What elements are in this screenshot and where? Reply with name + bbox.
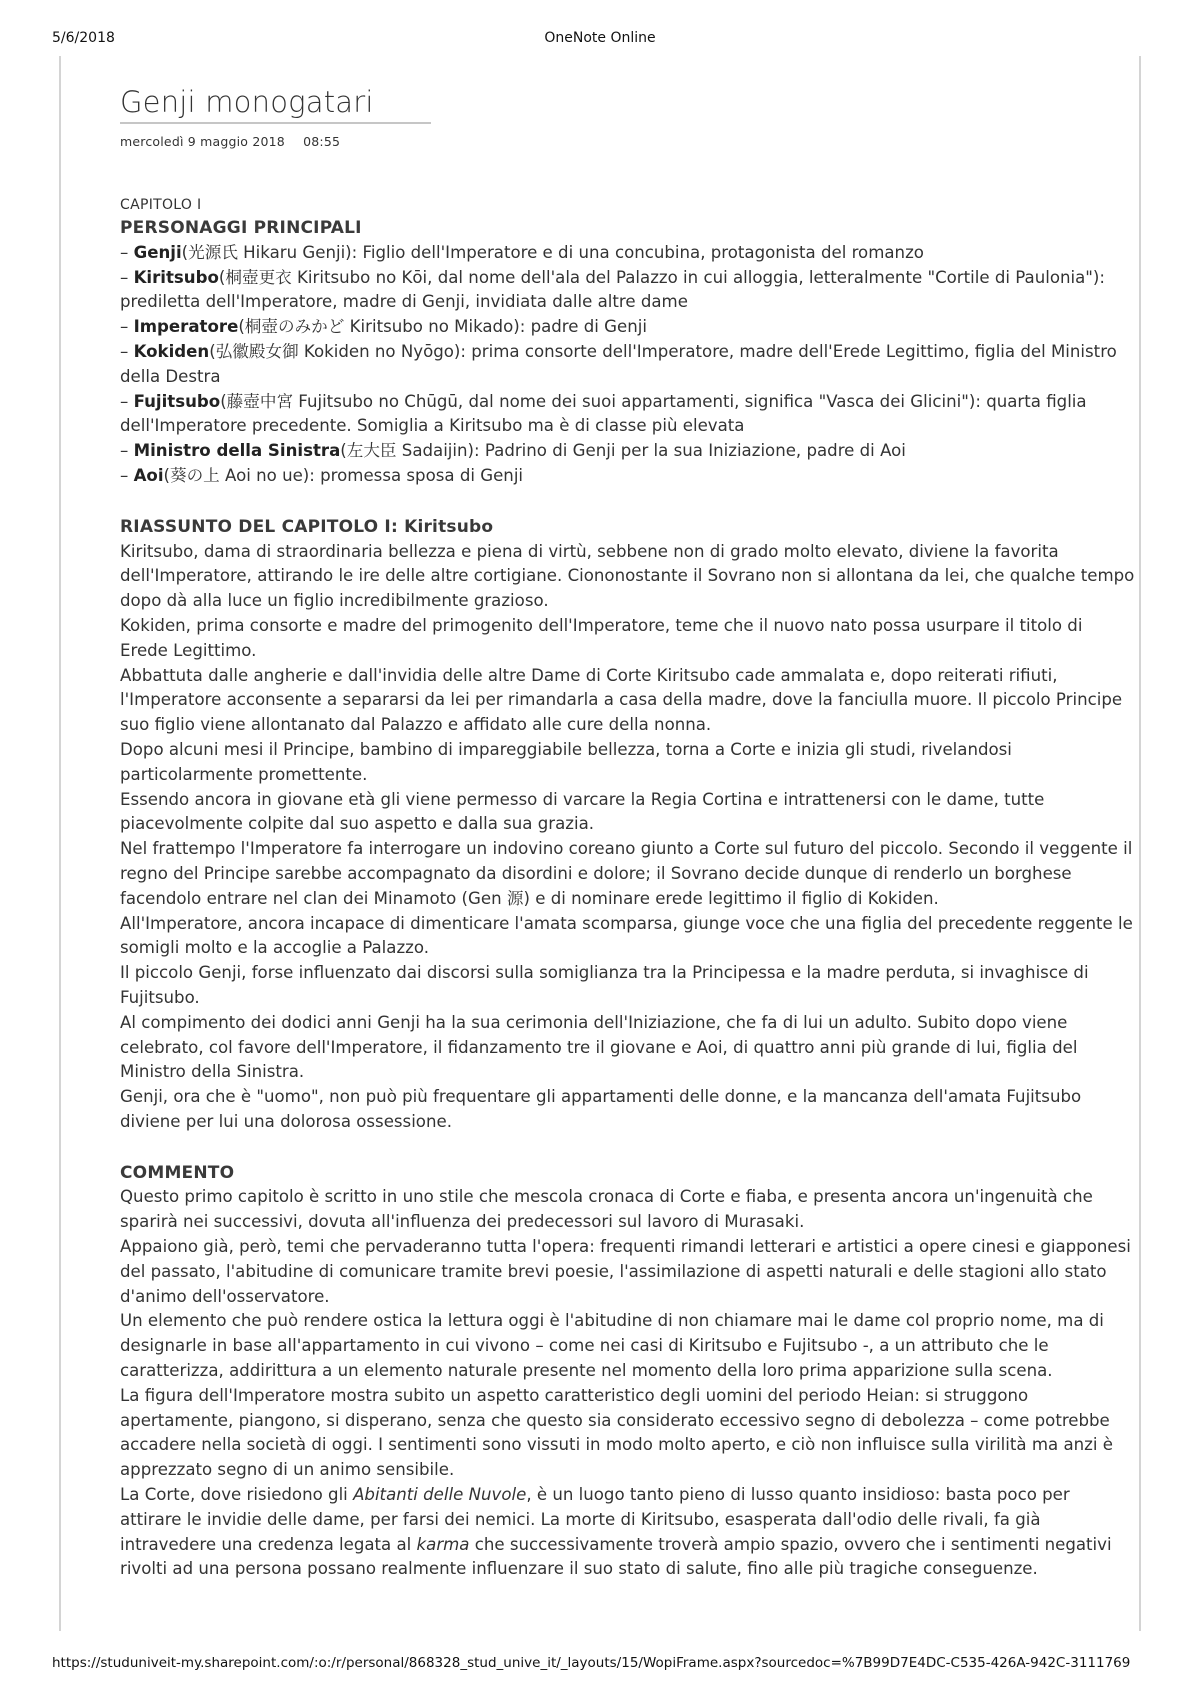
character-item: – Genji(光源氏 Hikaru Genji): Figlio dell'Imperatore e di una concubina, protagonista del romanzo [120,242,924,262]
character-name: Imperatore [133,317,239,337]
spacer [120,489,1135,515]
comment-paragraph: La figura dell'Imperatore mostra subito un aspetto caratteristico degli uomini del periodo Heian: si struggono apertamente, piangono, si disperano, senza che questo sia considerato eccessivo segno di debolezza – come potrebbe accadere nella società di oggi. I sentimenti sono vissuti in modo molto aperto, e ciò non influisce sulla virilità ma anzi è apprezzato segno di un animo sensibile. [120,1385,1113,1480]
comment-text: La Corte, dove risiedono gli [120,1485,354,1505]
character-item: – Ministro della Sinistra(左大臣 Sadaijin): Padrino di Genji per la sua Iniziazione, padre di Aoi [120,441,906,461]
page-title[interactable]: Genji monogatari [120,85,431,124]
character-name: Genji [133,242,182,262]
comment-emphasis: Abitanti delle Nuvole [353,1485,527,1505]
page-datetime [120,134,1135,149]
character-name: Ministro della Sinistra [133,441,341,461]
summary-heading: RIASSUNTO DEL CAPITOLO I: Kiritsubo [120,516,494,537]
character-name: Kokiden [133,341,210,361]
character-item: – Imperatore(桐壺のみかど Kiritsubo no Mikado): padre di Genji [120,317,647,337]
character-desc: (葵の上 Aoi no ue): promessa sposa di Genji [163,465,524,485]
summary-paragraph: Abbattuta dalle angherie e dall'invidia delle altre Dame di Corte Kiritsubo cade ammalata e, dopo reiterati rifiuti, l'Imperatore acconsente a separarsi da lei per rimandarla a casa della madre, dove la fanciulla muore. Il piccolo Principe suo figlio viene allontanato dal Palazzo e affidato alle cure della nonna. [120,665,1123,735]
note-body[interactable] [120,194,1135,1582]
character-name: Fujitsubo [133,391,221,411]
summary-paragraph: Genji, ora che è "uomo", non può più frequentare gli appartamenti delle donne, e la mancanza dell'amata Fujitsubo diviene per lui una dolorosa ossessione. [120,1087,1082,1131]
character-item: – Aoi(葵の上 Aoi no ue): promessa sposa di Genji [120,465,524,485]
comment-heading: COMMENTO [120,1162,235,1183]
character-item: – Kokiden(弘徽殿女御 Kokiden no Nyōgo): prima consorte dell'Imperatore, madre dell'Erede Legittimo, figlia del Ministro della Destra [120,341,1117,386]
print-footer-url: https://studuniveit-my.sharepoint.com/:o:/r/personal/868328_stud_unive_it/_layouts/15/WopiFrame.aspx?sourcedoc=%7B99D7E4DC-C535-426A-942C-3111769 [52,1655,1131,1671]
comment-text: che successivamente troverà ampio spazio, ovvero che i sentimenti negativi rivolti ad una persona possano realmente influenzare il suo stato di salute, fino alle più tragiche conseguenze. [120,1534,1112,1579]
chapter-label: CAPITOLO I [120,197,202,213]
character-desc: (藤壺中宮 Fujitsubo no Chūgū, dal nome dei suoi appartamenti, significa "Vasca dei Glicini"): quarta figlia dell'Imperatore precedente. Somiglia a Kiritsubo ma è di classe più elevata [120,391,1087,436]
character-desc: (桐壺のみかど Kiritsubo no Mikado): padre di Genji [238,317,647,337]
print-date: 5/6/2018 [52,30,115,46]
summary-paragraph: Dopo alcuni mesi il Principe, bambino di impareggiabile bellezza, torna a Corte e inizia gli studi, rivelandosi particolarmente promettente. [120,739,1012,784]
comment-text: , è un luogo tanto pieno di lusso quanto insidioso: basta poco per attirare le invidie delle dame, per farsi dei nemici. La morte di Kiritsubo, esasperata dall'odio delle rivali, fa già intravedere una credenza legata al [120,1485,1070,1554]
character-desc: (弘徽殿女御 Kokiden no Nyōgo): prima consorte dell'Imperatore, madre dell'Erede Legittimo, figlia del Ministro della Destra [120,341,1117,386]
character-item: – Fujitsubo(藤壺中宮 Fujitsubo no Chūgū, dal nome dei suoi appartamenti, significa "Vasca dei Glicini"): quarta figlia dell'Imperatore precedente. Somiglia a Kiritsubo ma è di classe più elevata [120,391,1087,436]
summary-paragraph: Nel frattempo l'Imperatore fa interrogare un indovino coreano giunto a Corte sul futuro del piccolo. Secondo il veggente il regno del Principe sarebbe accompagnato da disordini e dolore; il Sovrano decide dunque di renderlo un borghese facendolo entrare nel clan dei Minamoto (Gen 源) e di nominare erede legittimo il figlio di Kokiden. [120,839,1133,908]
comment-paragraph: Questo primo capitolo è scritto in uno stile che mescola cronaca di Corte e fiaba, e presenta ancora un'ingenuità che sparirà nei successivi, dovuta all'influenza dei predecessori sul lavoro di Murasaki. [120,1187,1093,1232]
page-date: mercoledì 9 maggio 2018 [120,134,285,149]
character-desc: (光源氏 Hikaru Genji): Figlio dell'Imperatore e di una concubina, protagonista del romanzo [181,242,924,262]
note-page [120,85,1135,1582]
summary-paragraph: Essendo ancora in giovane età gli viene permesso di varcare la Regia Cortina e intrattenersi con le dame, tutte piacevolmente colpite dal suo aspetto e dalla sua grazia. [120,789,1045,834]
page-right-border [1139,56,1141,1631]
characters-heading: PERSONAGGI PRINCIPALI [120,218,362,238]
character-item: – Kiritsubo(桐壺更衣 Kiritsubo no Kōi, dal nome dell'ala del Palazzo in cui alloggia, letteralmente "Cortile di Paulonia"): prediletta dell'Imperatore, madre di Genji, invidiata dalle altre dame [120,267,1105,312]
comment-emphasis: karma [416,1534,470,1554]
summary-paragraph: All'Imperatore, ancora incapace di dimenticare l'amata scomparsa, giunge voce che una figlia del precedente reggente le somigli molto e la accoglie a Palazzo. [120,913,1133,958]
page-time: 08:55 [303,134,341,149]
summary-paragraph: Il piccolo Genji, forse influenzato dai discorsi sulla somiglianza tra la Principessa e la madre perduta, si invaghisce di Fujitsubo. [120,963,1089,1007]
page-left-border [59,56,61,1631]
comment-paragraph: Appaiono già, però, temi che pervaderanno tutta l'opera: frequenti rimandi letterari e artistici a opere cinesi e giapponesi del passato, l'abitudine di comunicare tramite brevi poesie, l'assimilazione di aspetti naturali e delle stagioni allo stato d'animo dell'osservatore. [120,1237,1131,1306]
character-desc: (桐壺更衣 Kiritsubo no Kōi, dal nome dell'ala del Palazzo in cui alloggia, letteralmente "Cortile di Paulonia"): prediletta dell'Imperatore, madre di Genji, invidiata dalle altre dame [120,267,1105,312]
character-name: Aoi [133,465,164,485]
summary-paragraph: Kokiden, prima consorte e madre del primogenito dell'Imperatore, teme che il nuovo nato possa usurpare il titolo di Erede Legittimo. [120,615,1083,660]
comment-paragraph [120,1483,1135,1582]
print-header-title: OneNote Online [544,30,656,46]
summary-paragraph: Kiritsubo, dama di straordinaria bellezza e piena di virtù, sebbene non di grado molto elevato, diviene la favorita dell'Imperatore, attirando le ire delle altre cortigiane. Ciononostante il Sovrano non si allontana da lei, che qualche tempo dopo dà alla luce un figlio incredibilmente grazioso. [120,541,1135,611]
character-desc: (左大臣 Sadaijin): Padrino di Genji per la sua Iniziazione, padre di Aoi [340,441,906,461]
summary-paragraph: Al compimento dei dodici anni Genji ha la sua cerimonia dell'Iniziazione, che fa di lui un adulto. Subito dopo viene celebrato, col favore dell'Imperatore, il fidanzamento tre il giovane e Aoi, di quattro anni più grande di lui, figlia del Ministro della Sinistra. [120,1012,1078,1082]
comment-paragraph: Un elemento che può rendere ostica la lettura oggi è l'abitudine di non chiamare mai le dame col proprio nome, ma di designarle in base all'appartamento in cui vivono – come nei casi di Kiritsubo e Fujitsubo -, a un attributo che le caratterizza, addirittura a un elemento naturale presente nel momento della loro prima apparizione sulla scena. [120,1311,1104,1381]
spacer [120,1135,1135,1161]
character-name: Kiritsubo [133,267,219,287]
